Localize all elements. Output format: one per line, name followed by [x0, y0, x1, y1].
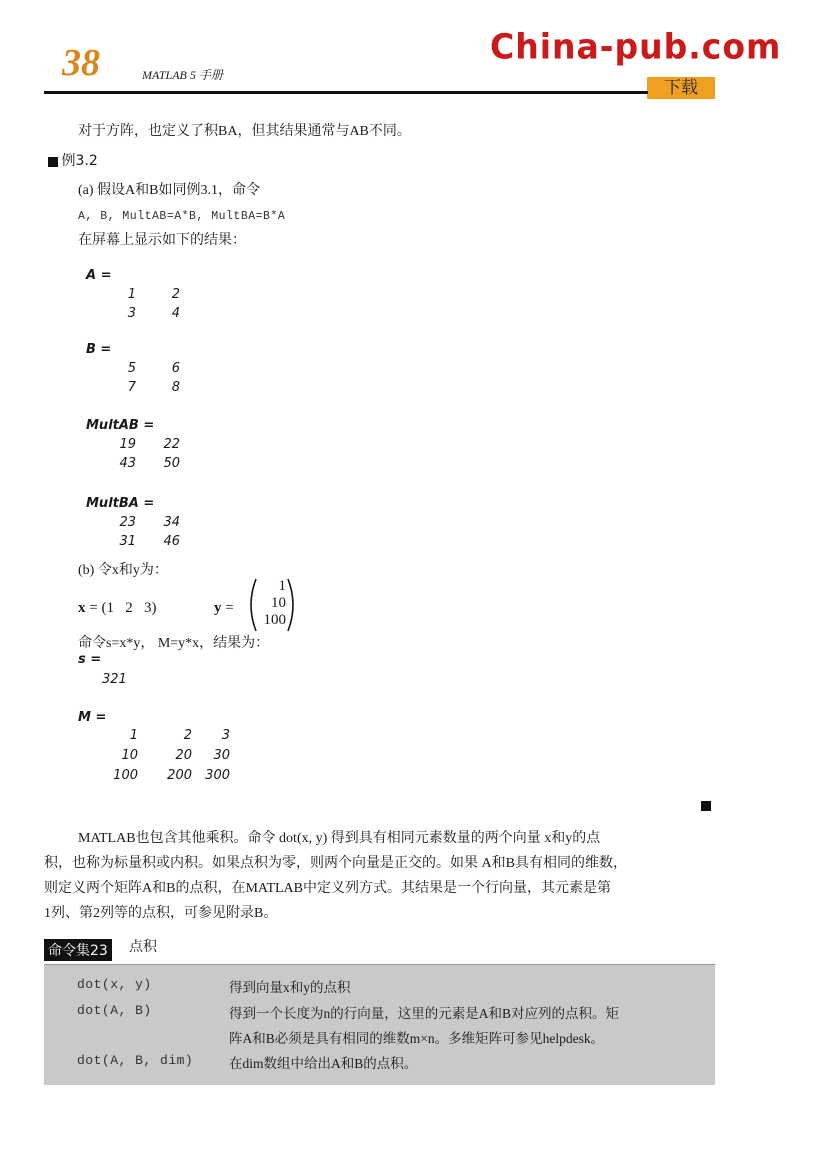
book-title: MATLAB 5 手册: [142, 68, 223, 82]
matrix-cell: 31: [119, 534, 136, 549]
body-line: MATLAB也包含其他乘积。命令 dot(x, y) 得到具有相同元素数量的两个向量 x和y的点: [78, 831, 601, 846]
page-number: 38: [62, 42, 100, 84]
matrix-name: B =: [86, 342, 112, 357]
result-intro: 在屏幕上显示如下的结果：: [78, 233, 246, 248]
matrix-cell: 1: [127, 287, 136, 302]
matrix-cell: 50: [163, 456, 180, 471]
matrix-name: MultBA =: [86, 496, 155, 511]
command-set-label: 命令集23: [44, 939, 112, 961]
matrix-cell: 19: [119, 437, 136, 452]
m-matrix-cell: 10: [121, 748, 138, 763]
command-name: dot(x, y): [77, 977, 152, 992]
matrix-cell: 23: [119, 515, 136, 530]
download-badge[interactable]: 下载: [647, 77, 715, 99]
matrix-cell: 2: [171, 287, 180, 302]
command-name: dot(A, B, dim): [77, 1053, 194, 1068]
command-name: dot(A, B): [77, 1003, 152, 1018]
x-element: 1: [106, 600, 114, 616]
header-rule: [44, 91, 648, 94]
body-line: 积，也称为标量积或内积。如果点积为零，则两个向量是正交的。如果 A和B具有相同的维数，: [44, 856, 627, 871]
s-label: s =: [78, 652, 102, 667]
matrix-cell: 8: [171, 380, 180, 395]
part-b-command: 命令s=x*y， M=y*x，结果为：: [78, 636, 270, 651]
matrix-cell: 3: [127, 306, 136, 321]
body-line: 则定义两个矩阵A和B的点积，在MATLAB中定义列方式。其结果是一个行向量，其元素是第: [44, 881, 612, 896]
part-a-command: A, B, MultAB=A*B, MultBA=B*A: [78, 210, 286, 223]
matrix-cell: 43: [119, 456, 136, 471]
y-element: 1: [278, 578, 286, 594]
x-element: 2: [125, 600, 133, 616]
matrix-cell: 5: [127, 361, 136, 376]
y-element: 100: [263, 612, 286, 628]
command-description: 得到向量x和y的点积: [229, 980, 351, 995]
m-matrix-cell: 3: [221, 728, 230, 743]
command-set-table: [44, 964, 715, 1085]
example-marker-icon: [48, 157, 58, 167]
command-set-title: 点积: [129, 940, 157, 955]
m-matrix-cell: 300: [205, 768, 230, 783]
y-vector: [258, 578, 286, 629]
command-description: 得到一个长度为n的行向量，这里的元素是A和B对应列的点积。矩: [229, 1006, 620, 1021]
matrix-cell: 34: [163, 515, 180, 530]
m-matrix-cell: 200: [167, 768, 192, 783]
command-description: 阵A和B必须是具有相同的维数m×n。多维矩阵可参见helpdesk。: [229, 1031, 605, 1046]
china-pub-logo[interactable]: China-pub.com: [490, 26, 782, 67]
command-description: 在dim数组中给出A和B的点积。: [229, 1056, 418, 1071]
matrix-cell: 6: [171, 361, 180, 376]
x-vector-definition: x = (1 2 3): [78, 600, 157, 616]
matrix-cell: 7: [127, 380, 136, 395]
matrix-name: A =: [86, 268, 112, 283]
y-vector-label: y =: [214, 600, 234, 616]
s-value: 321: [102, 672, 127, 687]
m-matrix-cell: 100: [113, 768, 138, 783]
example-heading: [48, 153, 98, 171]
matrix-cell: 4: [171, 306, 180, 321]
end-marker-icon: [701, 797, 711, 815]
matrix-cell: 46: [163, 534, 180, 549]
matrix-name: MultAB =: [86, 418, 155, 433]
y-element: 10: [271, 595, 286, 611]
part-a-intro: (a) 假设A和B如同例3.1，命令: [78, 183, 260, 198]
m-matrix-cell: 20: [175, 748, 192, 763]
x-element: 3: [143, 600, 152, 616]
m-matrix-cell: 30: [213, 748, 230, 763]
m-label: M =: [78, 710, 107, 725]
intro-text: 对于方阵，也定义了积BA，但其结果通常与AB不同。: [78, 124, 411, 139]
matrix-cell: 22: [163, 437, 180, 452]
m-matrix-cell: 2: [183, 728, 192, 743]
body-line: 1列、第2列等的点积，可参见附录B。: [44, 906, 278, 921]
part-b-intro: (b) 令x和y为：: [78, 563, 168, 578]
example-heading-text: 例3.2: [61, 153, 98, 169]
m-matrix-cell: 1: [129, 728, 138, 743]
